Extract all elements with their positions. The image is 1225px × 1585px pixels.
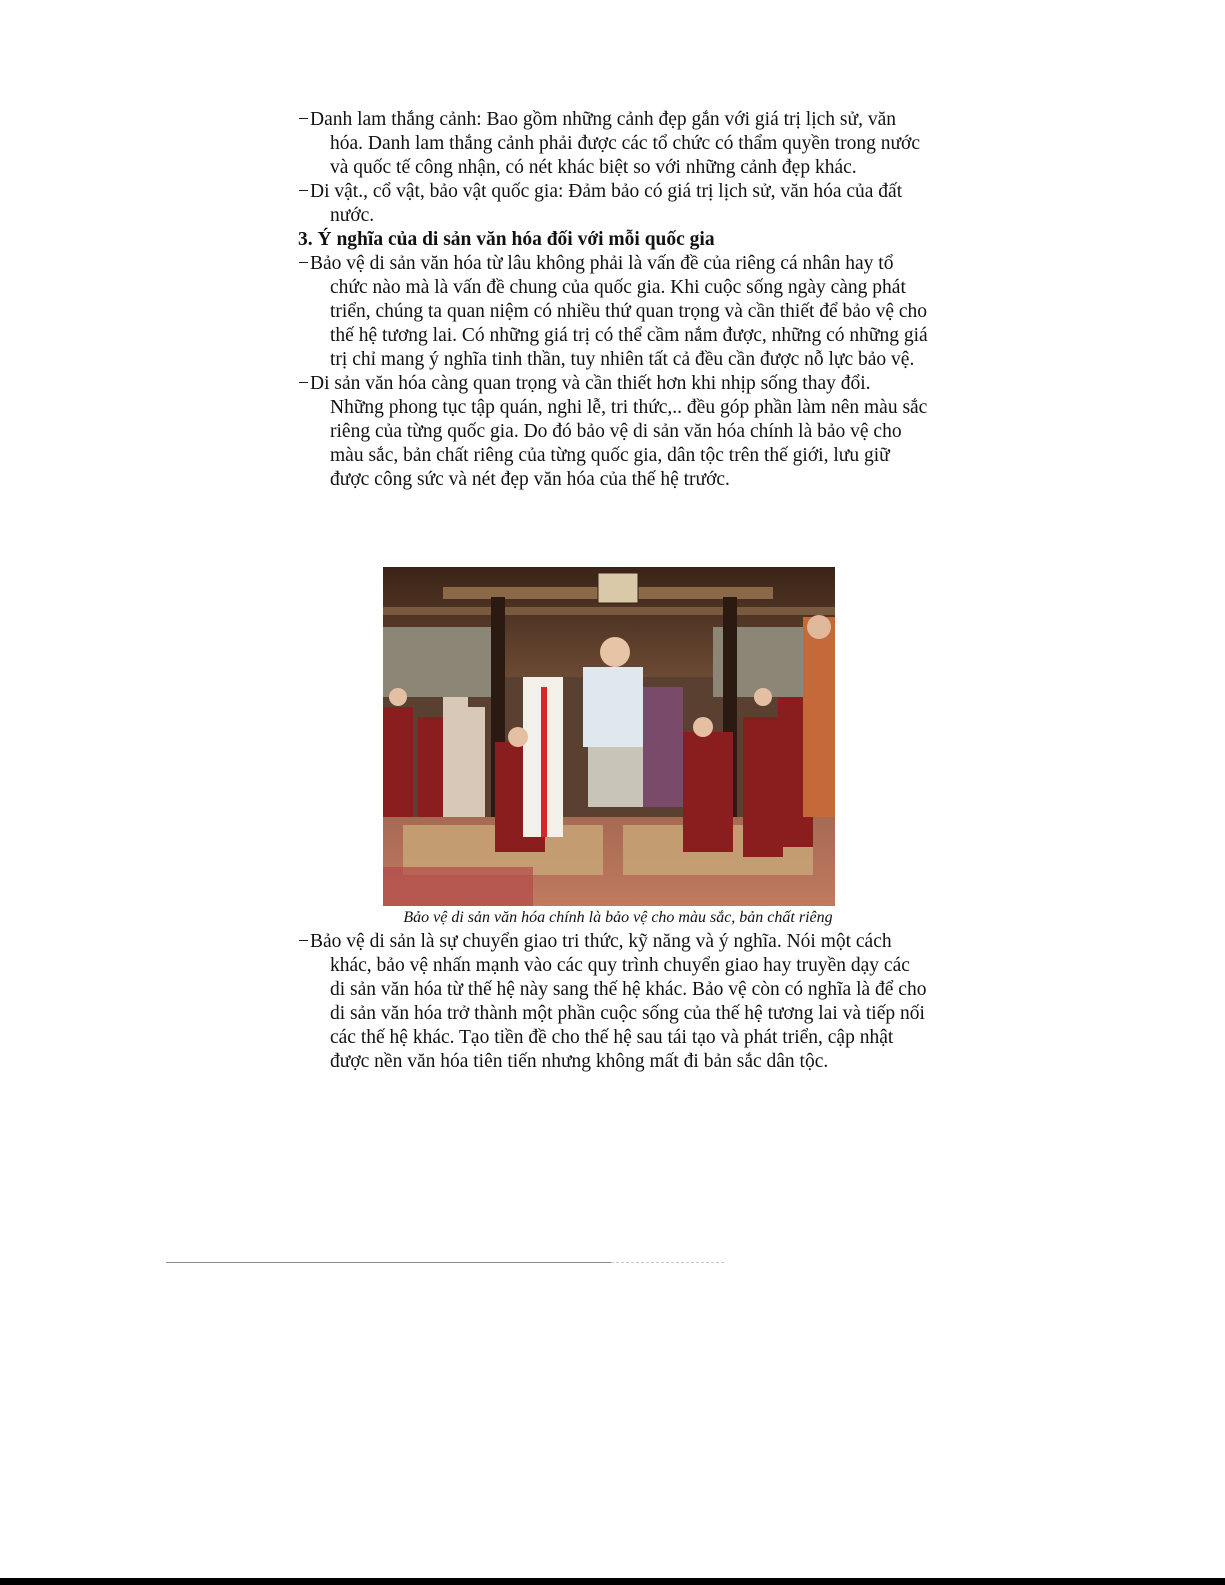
bullet-dash: − (298, 931, 309, 952)
footer-divider (166, 1262, 611, 1263)
paragraph-artifacts (298, 180, 928, 228)
footer-divider-dashed (611, 1262, 724, 1264)
figure-caption: Bảo vệ di sản văn hóa chính là bảo vệ cho màu sắc, bản chất riêng (403, 909, 833, 926)
page-bottom-edge (0, 1578, 1225, 1585)
paragraph-text: Bảo vệ di sản văn hóa từ lâu không phải là vấn đề của riêng cá nhân hay tổ chức nào mà là vấn đề chung của quốc gia. Khi cuộc sống ngày càng phát triển, chúng ta quan niệm có nhiều thứ quan trọng và cần thiết để bảo vệ cho thế hệ tương lai. Có những giá trị có thể cầm nắm được, những có những giá trị chỉ mang ý nghĩa tinh thần, tuy nhiên tất cả đều cần được nỗ lực bảo vệ. (310, 253, 928, 370)
bullet-dash: − (298, 253, 309, 274)
paragraph-transfer (298, 930, 928, 1074)
document-body-bottom (298, 930, 928, 1074)
paragraph-text: Danh lam thắng cảnh: Bao gồm những cảnh đẹp gắn với giá trị lịch sử, văn hóa. Danh lam thắng cảnh phải được các tổ chức có thẩm quyền trong nước và quốc tế công nhận, có nét khác biệt so với những cảnh đẹp khác. (310, 109, 921, 178)
paragraph-scenic-spots (298, 108, 928, 180)
festival-photo (383, 567, 835, 906)
bullet-dash: − (298, 181, 309, 202)
paragraph-text: Bảo vệ di sản là sự chuyển giao tri thức, kỹ năng và ý nghĩa. Nói một cách khác, bảo vệ nhấn mạnh vào các quy trình chuyển giao hay truyền dạy các di sản văn hóa từ thế hệ này sang thế hệ khác. Bảo vệ còn có nghĩa là để cho di sản văn hóa trở thành một phần cuộc sống của thế hệ tương lai và tiếp nối các thế hệ khác. Tạo tiền đề cho thế hệ sau tái tạo và phát triển, cập nhật được nền văn hóa tiên tiến nhưng không mất đi bản sắc dân tộc. (310, 931, 927, 1072)
section-heading: 3. Ý nghĩa của di sản văn hóa đối với mỗi quốc gia (298, 229, 715, 250)
paragraph-importance (298, 372, 928, 492)
paragraph-text: Di vật., cổ vật, bảo vật quốc gia: Đảm bảo có giá trị lịch sử, văn hóa của đất nước. (310, 181, 903, 226)
paragraph-text: Di sản văn hóa càng quan trọng và cần thiết hơn khi nhịp sống thay đổi. Những phong tục tập quán, nghi lễ, tri thức,.. đều góp phần làm nên màu sắc riêng của từng quốc gia. Do đó bảo vệ di sản văn hóa chính là bảo vệ cho màu sắc, bản chất riêng của từng quốc gia, dân tộc trên thế giới, lưu giữ được công sức và nét đẹp văn hóa của thế hệ trước. (310, 373, 928, 490)
bullet-dash: − (298, 373, 309, 394)
document-body-top (298, 108, 928, 492)
paragraph-protection-national (298, 252, 928, 372)
bullet-dash: − (298, 109, 309, 130)
